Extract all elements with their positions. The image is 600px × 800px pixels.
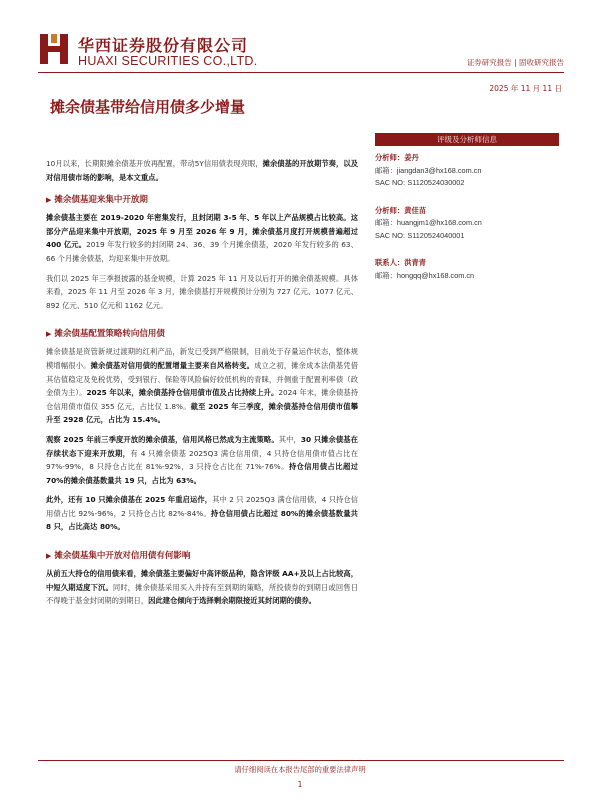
contact-email[interactable]: hongqq@hx168.com.cn: [396, 270, 475, 280]
triangle-bullet-icon: ▶: [46, 196, 52, 205]
analyst-name: 姜丹: [404, 153, 419, 162]
section-heading: ▶ 摊余债基迎来集中开放期: [46, 195, 148, 206]
analyst-name: 黄佳苗: [404, 205, 427, 215]
main-content: [46, 157, 358, 608]
analyst-card: 分析师：姜丹 邮箱：jiangdan3@hx168.com.cn SAC NO: S1120524030002: [375, 153, 482, 187]
contact-name: 洪青青: [404, 258, 427, 267]
footer-divider: [38, 760, 564, 761]
section-heading: ▶ 摊余债基集中开放对信用债有何影响: [46, 551, 191, 562]
sidebar-heading: 评级及分析师信息: [375, 133, 559, 146]
analyst-email[interactable]: huangjm1@hx168.com.cn: [396, 218, 482, 227]
contact-card: 联系人：洪青青 邮箱：hongqq@hx168.com.cn: [375, 258, 475, 280]
body-paragraph: 摊余债基主要在 2019-2020 年密集发行，且封闭期 3-5 年、5 年以上产品规模占比较高。这部分产品迎来集中开放期，2025 年 9 月至 2026 年 9 月，摊余债基月度打开规模普遍超过 400 亿元。2019 年发行较多的封闭期 24、36、39 个月摊余债基，2020 年发行较多的 63、66 个月摊余债基，均迎来集中开放期。: [46, 213, 358, 263]
triangle-bullet-icon: ▶: [46, 330, 52, 339]
body-paragraph: 从前五大持仓的信用债来看，摊余债基主要偏好中高评级品种，隐含评级 AA+及以上占比较高，中短久期适度下沉。同时，摊余债基采用买入并持有至到期的策略，所投债券的到期日或回售日不得晚于基金封闭期的到期日，因此建仓倾向于选择剩余期限接近其封闭期的债券。: [46, 569, 359, 606]
body-paragraph: 摊余债基是资管新规过渡期的红利产品，新发已受到严格限制，目前处于存量运作状态，整体规模增幅很小。摊余债基对信用债的配置增量主要来自风格转变。成立之初，摊余成本法债基凭借其估值稳定及免税优势，受到银行、保险等风险偏好较低机构的青睐，并侧重于配置利率债（政金债为主）。2025 年以来，摊余债基持仓信用债市值及占比持续上升。2024 年末，摊余债基持仓信用债市值仅 355 亿元，占比仅 1.8%。截至 2025 年三季度，摊余债基持仓信用债市值攀升至 2928 亿元，占比为 15.4%。: [46, 347, 359, 425]
footer-disclaimer: 请仔细阅读在本报告尾部的重要法律声明: [234, 765, 366, 774]
page-number: 1: [297, 780, 303, 789]
section-heading: ▶ 摊余债基配置策略转向信用债: [46, 329, 165, 340]
analyst-sac: S1120524030002: [407, 178, 465, 187]
company-name-cn: 华西证券股份有限公司: [78, 36, 249, 55]
report-date: 2025 年 11 月 11 日: [489, 84, 562, 93]
header-divider: [38, 72, 564, 73]
body-paragraph: 我们以 2025 年三季报披露的基金规模，计算 2025 年 11 月及以后打开的摊余债基规模。具体来看，2025 年 11 月至 2026 年 3 月，摊余债基打开规模预计分别为 727 亿元、1077 亿元、892 亿元、510 亿元和 1162 亿元。: [46, 273, 358, 310]
analyst-card: 分析师：黄佳苗 邮箱：huangjm1@hx168.com.cn SAC NO: S1120524040001: [375, 205, 482, 240]
huaxi-logo-icon: [38, 32, 70, 66]
analyst-sidebar: [375, 133, 559, 282]
body-paragraph: 此外，还有 10 只摊余债基在 2025 年重启运作，其中 2 只 2025Q3 满仓信用债，4 只持仓信用债占比 92%-96%，2 只持仓占比 82%-84%。持仓信用债占比超过 80%的摊余债基数量共 8 只，占比高达 80%。: [46, 495, 358, 532]
intro-text: 10月以来，长期限摊余债基开放再配置，带动5Y信用债表现亮眼，: [46, 159, 263, 168]
analyst-email[interactable]: jiangdan3@hx168.com.cn: [396, 165, 482, 175]
report-type: 证券研究报告 | 固收研究报告: [466, 58, 564, 67]
analyst-sac: S1120524040001: [407, 230, 465, 240]
intro-text-bold: 摊余债基的开放期节奏，以及对信用债市场的影响，是本文重点。: [46, 159, 358, 182]
triangle-bullet-icon: ▶: [46, 552, 52, 561]
intro-paragraph: [46, 157, 358, 184]
report-title: 摊余债基带给信用债多少增量: [50, 98, 246, 116]
body-paragraph: 观察 2025 年前三季度开放的摊余债基，信用风格已然成为主流策略。其中，30 只摊余债基在存续状态下迎来开放期，有 4 只摊余债基 2025Q3 满仓信用债，4 只持仓信用债市值占比在 97%-99%，8 只持仓占比在 81%-92%，3 只持仓占比在 71%-76%。持仓信用债占比超过 70%的摊余债基数量共 19 只，占比为 63%。: [46, 434, 359, 485]
company-name-en: HUAXI SECURITIES CO.,LTD.: [78, 54, 258, 68]
